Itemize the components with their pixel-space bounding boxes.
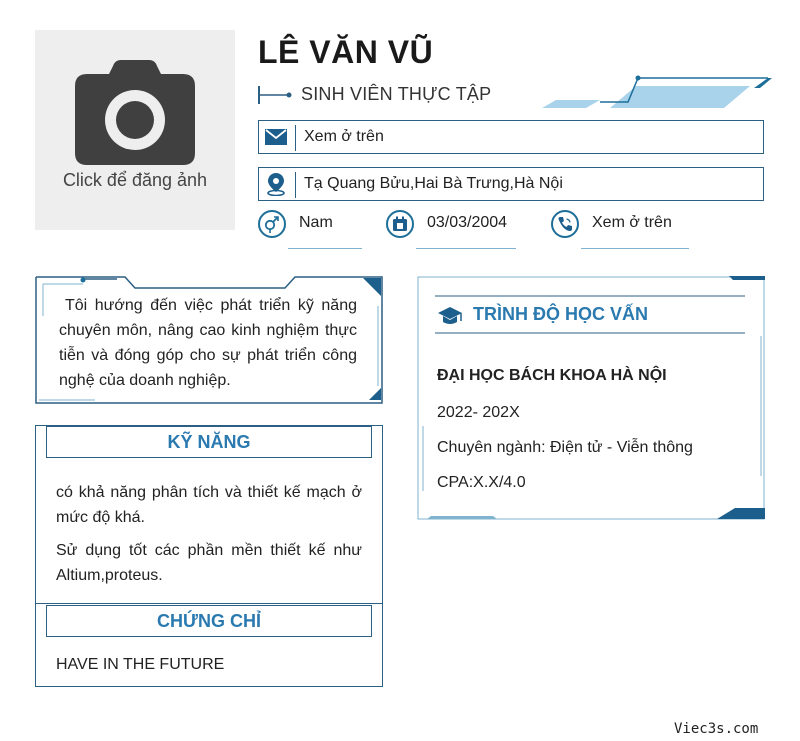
skill-item: Sử dụng tốt các phần mền thiết kế như Altium,proteus. <box>56 542 362 584</box>
calendar-icon <box>386 210 414 238</box>
skills-title: KỸ NĂNG <box>46 426 372 458</box>
email-value: Xem ở trên <box>304 128 384 145</box>
birthday-info <box>386 210 526 250</box>
birthday-value: 03/03/2004 <box>427 214 508 231</box>
skill-item: có khả năng phân tích và thiết kế mạch ở mức độ khá. <box>56 484 362 526</box>
phone-icon <box>551 210 579 238</box>
gender-info <box>258 210 368 250</box>
upload-photo-label: Click để đăng ảnh <box>62 170 208 190</box>
career-objective <box>35 276 383 404</box>
certificates-title: CHỨNG CHỈ <box>46 605 372 637</box>
photo-placeholder[interactable] <box>35 30 235 230</box>
job-position: SINH VIÊN THỰC TẬP <box>301 84 492 104</box>
gender-value: Nam <box>299 214 333 231</box>
education-section <box>417 276 765 520</box>
certificates-text: HAVE IN THE FUTURE <box>56 656 225 673</box>
email-field <box>258 120 764 154</box>
study-years: 2022- 202X <box>437 404 520 421</box>
circuit-decoration <box>540 74 772 114</box>
camera-icon <box>75 60 195 165</box>
phone-value: Xem ở trên <box>592 214 672 231</box>
school-name: ĐẠI HỌC BÁCH KHOA HÀ NỘI <box>437 367 667 384</box>
full-name: LÊ VĂN VŨ <box>258 34 434 70</box>
envelope-icon <box>261 123 291 151</box>
graduation-cap-icon <box>437 306 463 328</box>
education-title: TRÌNH ĐỘ HỌC VẤN <box>473 304 648 324</box>
address-value: Tạ Quang Bửu,Hai Bà Trưng,Hà Nội <box>304 175 563 192</box>
phone-info <box>551 210 691 250</box>
gender-icon <box>258 210 286 238</box>
objective-text: Tôi hướng đến việc phát triển kỹ năng chuyên môn, nâng cao kinh nghiệm thực tiễn và đóng góp cho sự phát triển công nghệ của doanh nghiệp. <box>59 297 357 389</box>
cpa: CPA:X.X/4.0 <box>437 474 526 491</box>
address-field <box>258 167 764 201</box>
watermark: Viec3s.com <box>674 721 759 737</box>
skills-section <box>35 425 383 687</box>
major: Chuyên ngành: Điện tử - Viễn thông <box>437 439 693 456</box>
position-line-icon <box>258 84 294 106</box>
location-pin-icon <box>261 170 291 198</box>
